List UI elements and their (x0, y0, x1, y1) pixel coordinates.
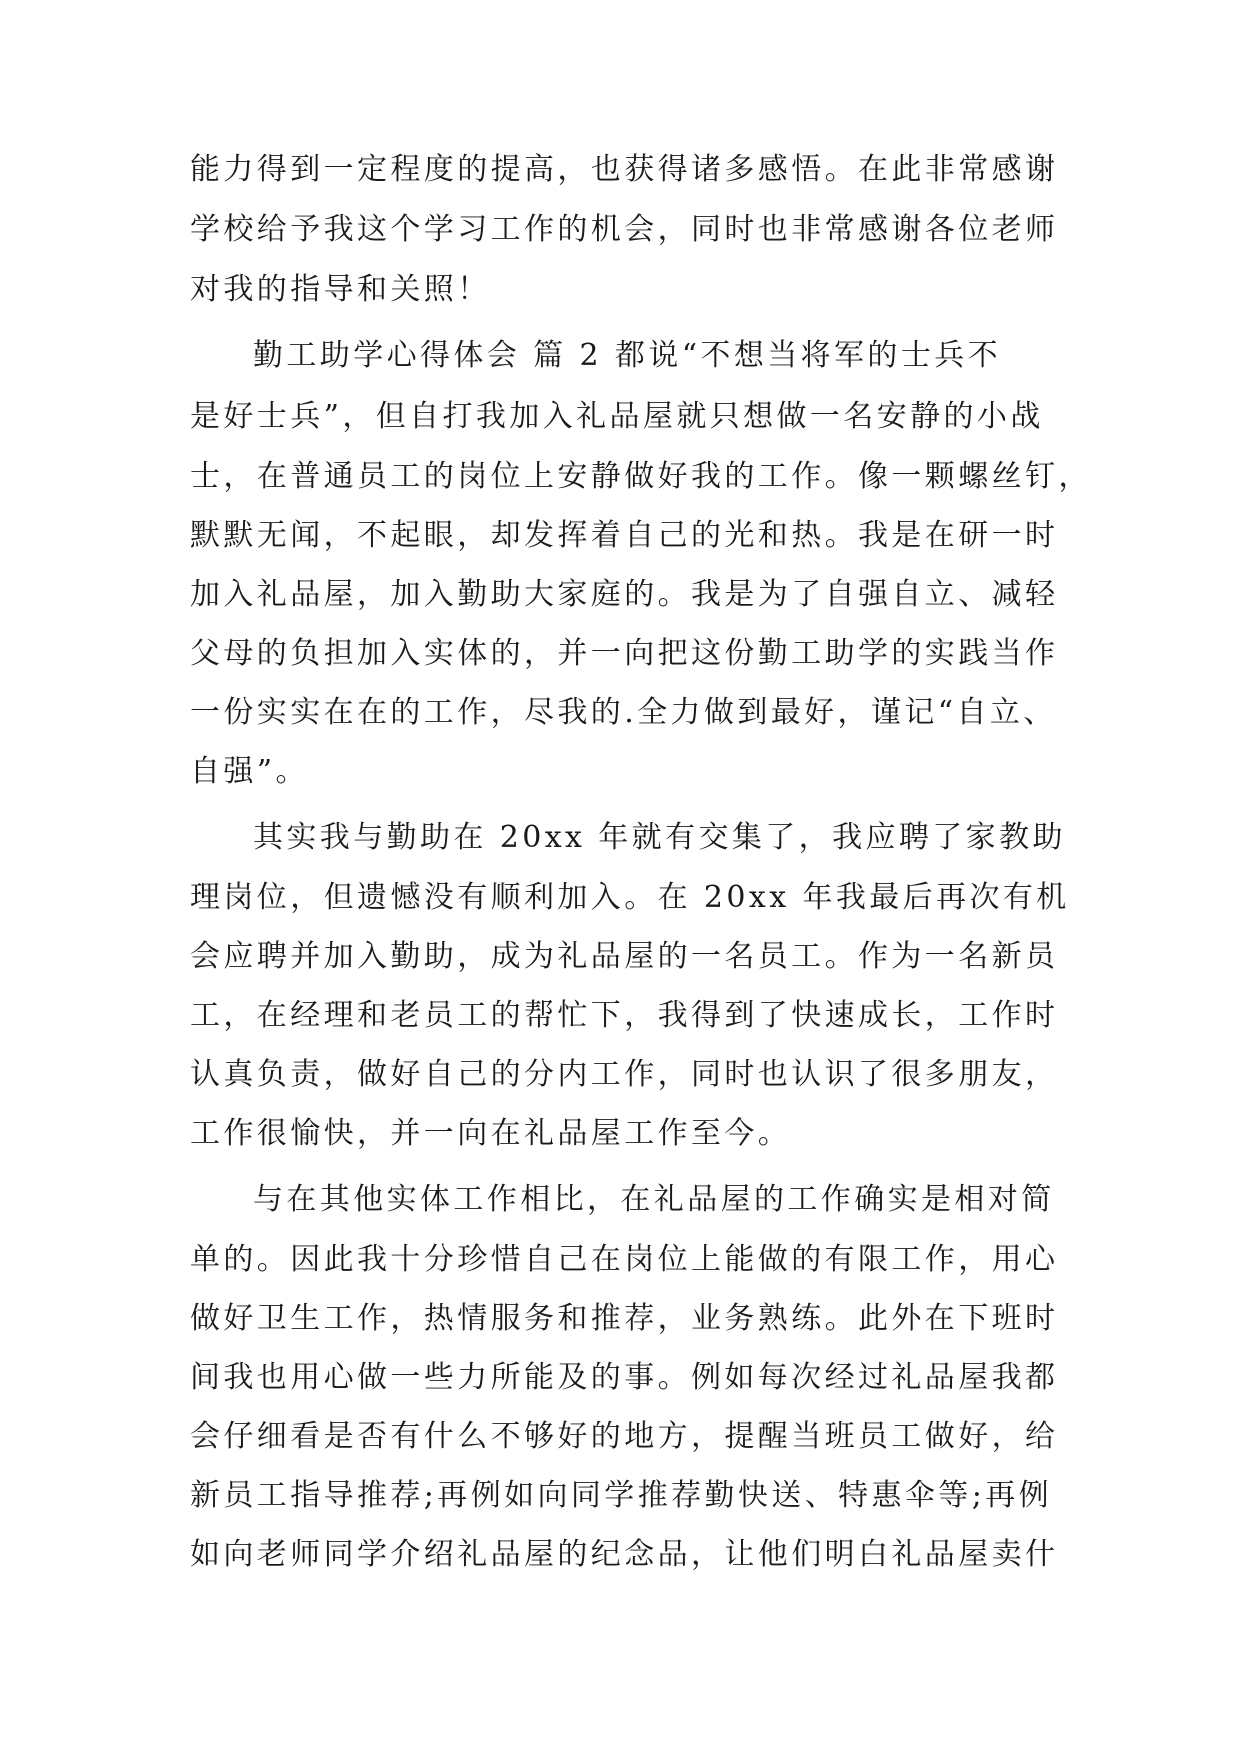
text-line: 单的。因此我十分珍惜自己在岗位上能做的有限工作，用心 (190, 1242, 1059, 1277)
text-line: 学校给予我这个学习工作的机会，同时也非常感谢各位老师 (190, 212, 1059, 247)
text-line: 父母的负担加入实体的，并一向把这份勤工助学的实践当作 (190, 636, 1059, 671)
text-line: 与在其他实体工作相比，在礼品屋的工作确实是相对简 (253, 1182, 1055, 1217)
text-line: 是好士兵”，但自打我加入礼品屋就只想做一名安静的小战 (190, 399, 1044, 434)
text-line: 对我的指导和关照！ (190, 272, 491, 307)
text-line: 新员工指导推荐;再例如向同学推荐勤快送、特惠伞等;再例 (190, 1478, 1053, 1513)
text-line: 工，在经理和老员工的帮忙下，我得到了快速成长，工作时 (190, 998, 1059, 1033)
text-line: 工作很愉快，并一向在礼品屋工作至今。 (190, 1116, 792, 1151)
text-line: 如向老师同学介绍礼品屋的纪念品，让他们明白礼品屋卖什 (190, 1537, 1059, 1572)
text-line: 自强”。 (190, 754, 309, 789)
text-line: 会仔细看是否有什么不够好的地方，提醒当班员工做好，给 (190, 1419, 1059, 1454)
text-line: 理岗位，但遗憾没有顺利加入。在 20xx 年我最后再次有机 (190, 880, 1070, 915)
text-line: 会应聘并加入勤助，成为礼品屋的一名员工。作为一名新员 (190, 939, 1059, 974)
text-line: 加入礼品屋，加入勤助大家庭的。我是为了自强自立、减轻 (190, 577, 1059, 612)
text-line: 其实我与勤助在 20xx 年就有交集了，我应聘了家教助 (253, 820, 1066, 855)
text-line: 间我也用心做一些力所能及的事。例如每次经过礼品屋我都 (190, 1360, 1059, 1395)
text-line: 做好卫生工作，热情服务和推荐，业务熟练。此外在下班时 (190, 1301, 1059, 1336)
text-line: 默默无闻，不起眼，却发挥着自己的光和热。我是在研一时 (190, 518, 1059, 553)
section-heading-line: 勤工助学心得体会 篇 2 都说“不想当将军的士兵不 (253, 338, 1002, 373)
text-line: 一份实实在在的工作，尽我的.全力做到最好，谨记“自立、 (190, 695, 1057, 730)
text-line: 士，在普通员工的岗位上安静做好我的工作。像一颗螺丝钉， (190, 459, 1092, 494)
text-line: 认真负责，做好自己的分内工作，同时也认识了很多朋友， (190, 1057, 1059, 1092)
text-line: 能力得到一定程度的提高，也获得诸多感悟。在此非常感谢 (190, 152, 1059, 187)
